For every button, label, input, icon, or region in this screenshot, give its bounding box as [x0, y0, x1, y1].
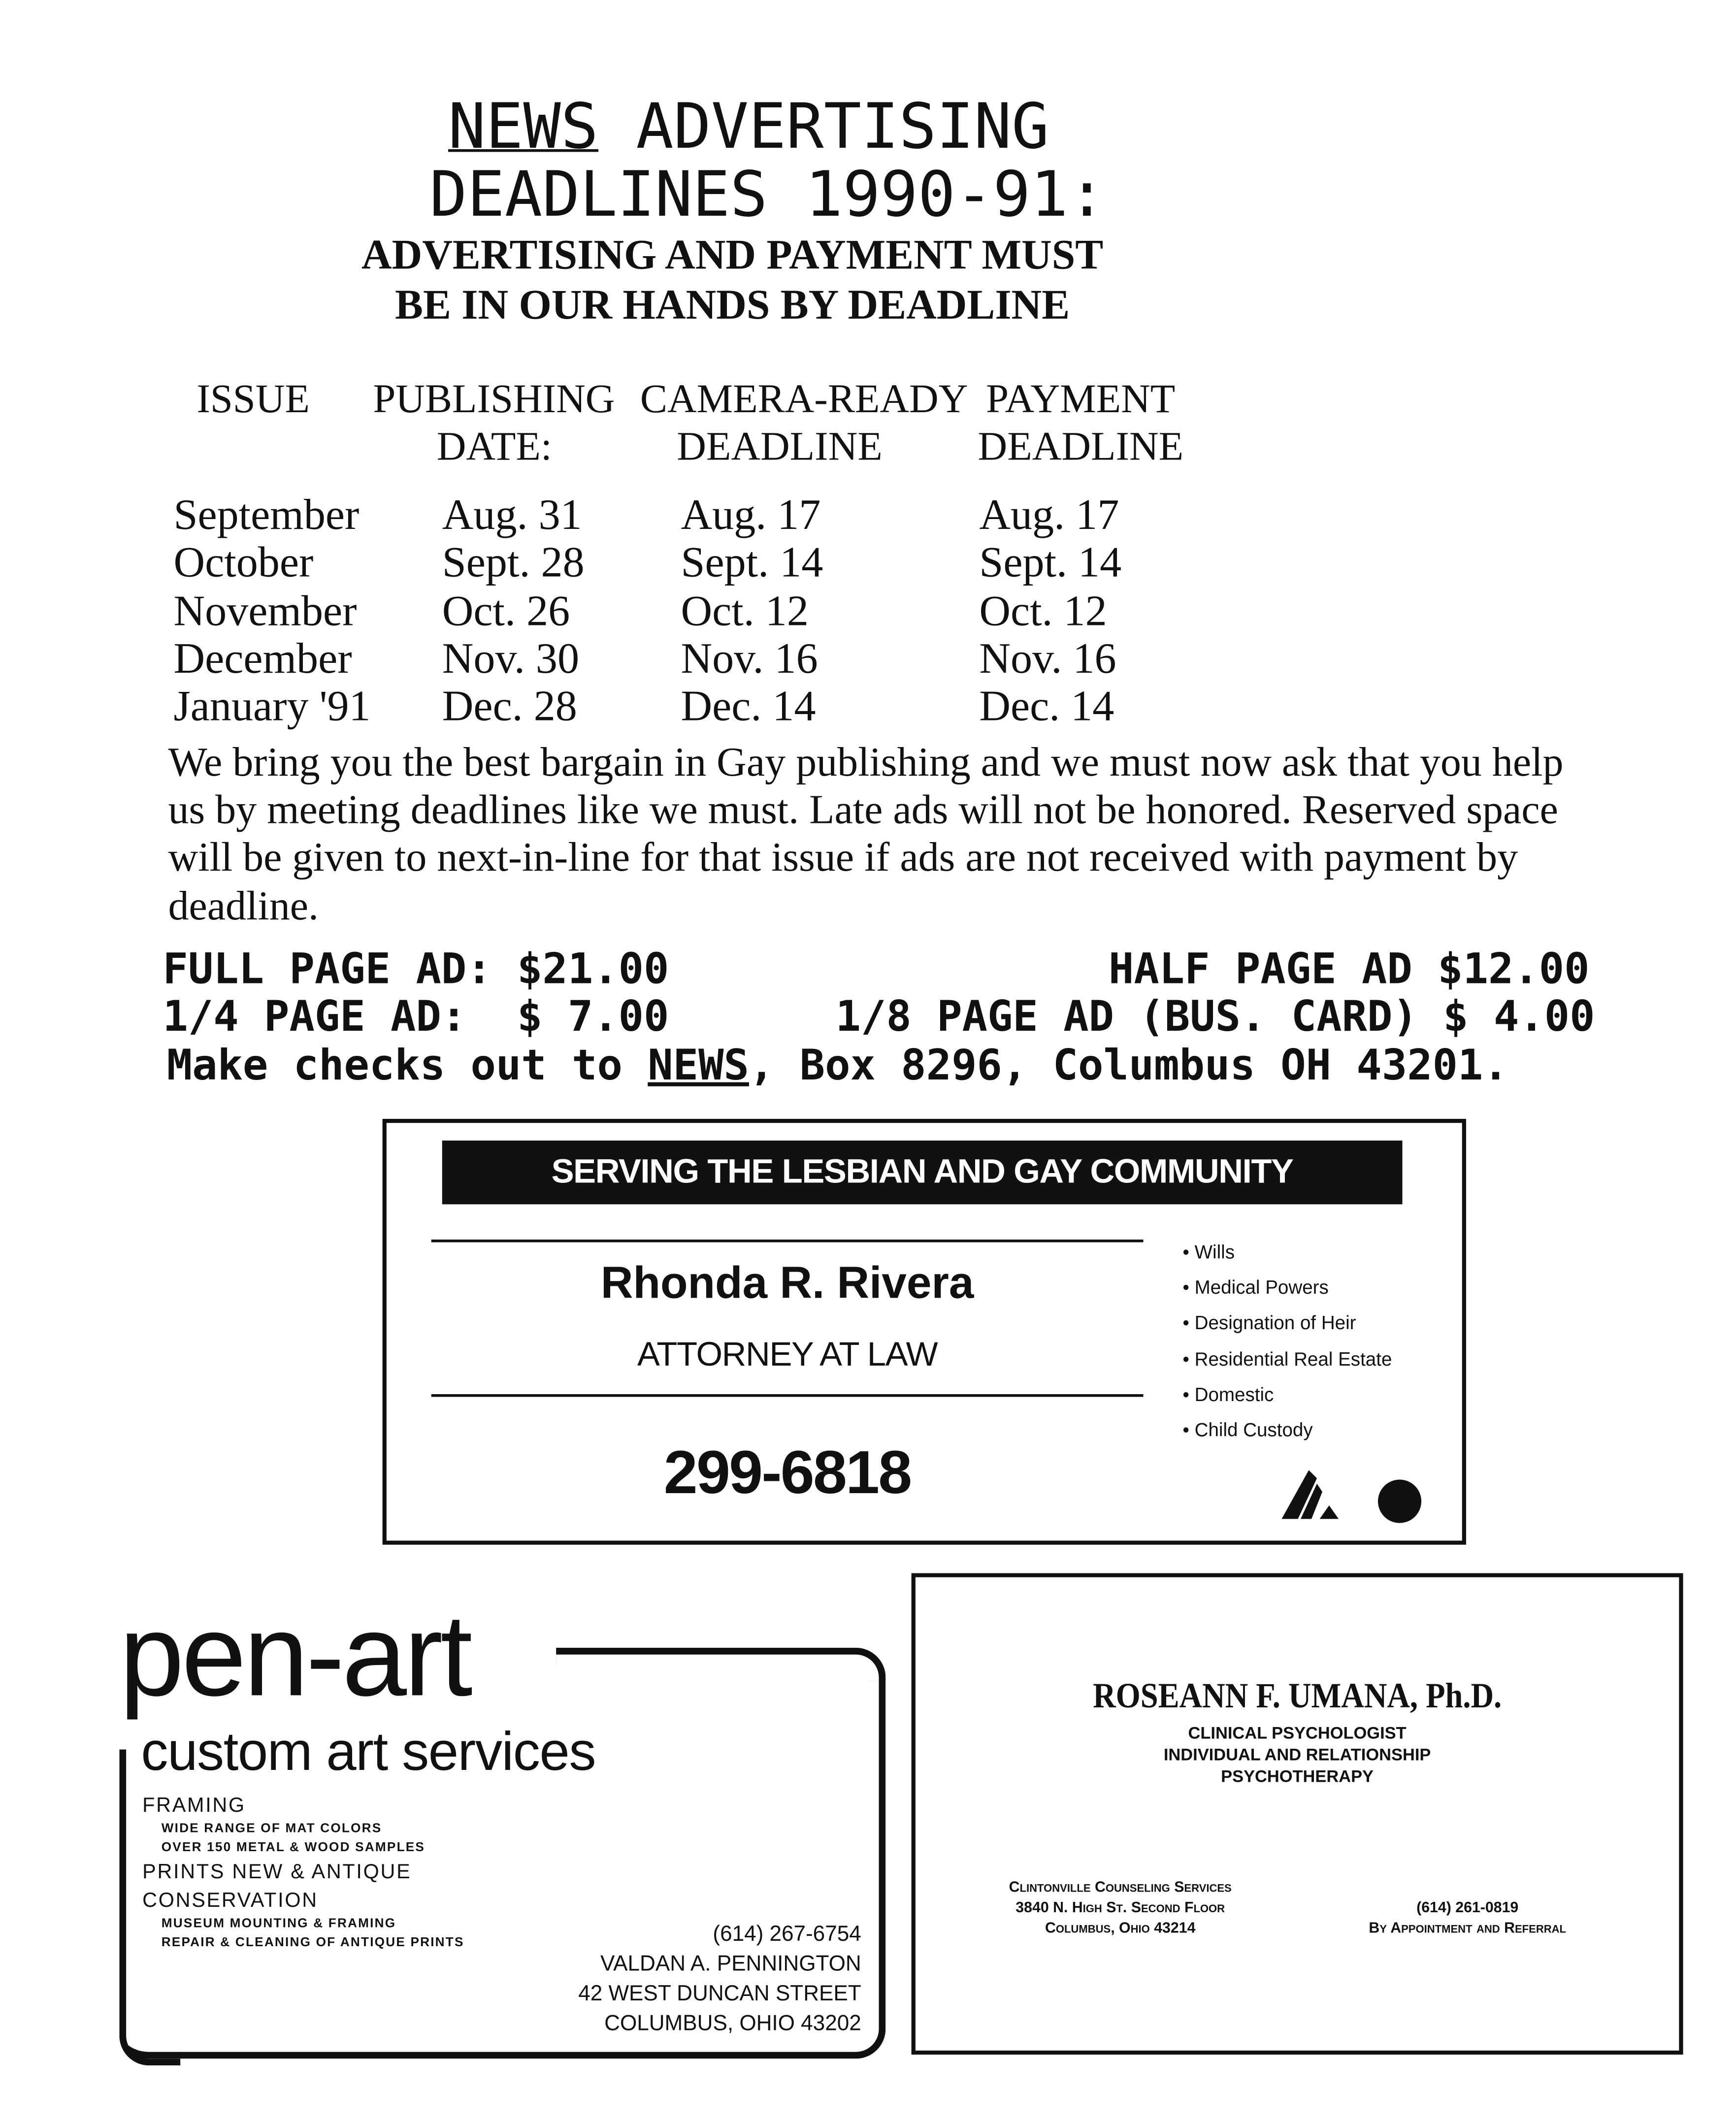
- service-label: Child Custody: [1194, 1418, 1313, 1440]
- psychologist-ad: [912, 1573, 1683, 2055]
- checks-payee: NEWS: [648, 1041, 749, 1091]
- table-cell: Sept. 14: [681, 537, 823, 587]
- col-header-camera-ready: CAMERA-READY: [640, 377, 968, 422]
- psychologist-name: ROSEANN F. UMANA, Ph.D.: [1093, 1676, 1502, 1716]
- service-item: [1182, 1376, 1392, 1412]
- table-cell: Oct. 12: [979, 585, 1107, 634]
- page-title: [3, 90, 1495, 163]
- credential-line-3: PSYCHOTHERAPY: [1221, 1767, 1374, 1786]
- penart-service-item: CONSERVATION: [142, 1889, 318, 1912]
- penart-contact: [578, 1921, 861, 2040]
- table-cell: Sept. 14: [979, 537, 1122, 587]
- title-line-2: DEADLINES 1990-91:: [429, 157, 1106, 231]
- attorney-services-list: [1182, 1234, 1392, 1447]
- penart-services-list: [142, 1792, 464, 1953]
- bullet-icon: •: [1182, 1383, 1195, 1405]
- table-cell: Nov. 16: [681, 633, 818, 682]
- penart-frame-top: [556, 1648, 885, 1682]
- service-label: Designation of Heir: [1194, 1312, 1356, 1334]
- col-header-issue: ISSUE: [197, 377, 310, 422]
- penart-city: COLUMBUS, OHIO 43202: [604, 2012, 861, 2036]
- table-cell: Dec. 14: [979, 681, 1114, 730]
- penart-street: 42 WEST DUNCAN STREET: [578, 1983, 861, 2006]
- col-header-publishing: PUBLISHING: [373, 377, 615, 422]
- service-item: [1182, 1270, 1392, 1305]
- col-header-payment-deadline: DEADLINE: [978, 424, 1184, 469]
- table-cell: Dec. 14: [681, 681, 816, 730]
- service-item: [1182, 1234, 1392, 1270]
- service-item: [1182, 1412, 1392, 1447]
- service-item: [1182, 1341, 1392, 1376]
- practice-contact: [1311, 1898, 1623, 1939]
- service-label: Wills: [1194, 1241, 1235, 1263]
- table-cell: Nov. 30: [442, 633, 580, 682]
- divider-bottom: [431, 1394, 1144, 1397]
- subtitle-line-2: BE IN OUR HANDS BY DEADLINE: [395, 281, 1070, 328]
- deadline-notice: We bring you the best bargain in Gay publishing and we must now ask that you help us by meeting deadlines like we must. Late ads will not be honored. Reserved space will be given to next-in-line for that issue if ads are not received with payment by deadline.: [168, 739, 1564, 929]
- penart-service-item: OVER 150 METAL & WOOD SAMPLES: [161, 1840, 426, 1856]
- bullet-icon: •: [1182, 1312, 1195, 1334]
- penart-phone: (614) 267-6754: [713, 1923, 861, 1946]
- law-logo-icon: [1279, 1465, 1347, 1522]
- service-label: Medical Powers: [1194, 1276, 1329, 1299]
- attorney-title: ATTORNEY AT LAW: [637, 1336, 938, 1374]
- col-header-payment: PAYMENT: [986, 377, 1176, 422]
- penart-logo: pen-art: [119, 1591, 470, 1721]
- divider-top: [431, 1240, 1144, 1242]
- service-label: Residential Real Estate: [1194, 1347, 1392, 1370]
- table-cell: Aug. 31: [442, 490, 582, 539]
- credential-line-2: INDIVIDUAL AND RELATIONSHIP: [1163, 1745, 1431, 1764]
- service-label: Domestic: [1194, 1383, 1274, 1405]
- price-eighth-page: 1/8 PAGE AD (BUS. CARD) $ 4.00: [835, 992, 1595, 1042]
- service-item: [1182, 1305, 1392, 1340]
- credential-line-1: CLINICAL PSYCHOLOGIST: [1188, 1724, 1407, 1743]
- payment-instructions: [167, 1042, 1508, 1090]
- table-cell: Oct. 12: [681, 585, 809, 634]
- penart-service-item: REPAIR & CLEANING OF ANTIQUE PRINTS: [161, 1935, 464, 1951]
- bullet-icon: •: [1182, 1347, 1195, 1370]
- practice-phone: (614) 261-0819: [1416, 1900, 1519, 1917]
- table-cell: Sept. 28: [442, 537, 585, 587]
- table-cell: December: [173, 633, 352, 682]
- circle-logo-icon: [1378, 1480, 1421, 1523]
- table-cell: Dec. 28: [442, 681, 577, 730]
- penart-tagline: custom art services: [141, 1722, 596, 1782]
- table-cell: Aug. 17: [681, 490, 821, 539]
- table-cell: January '91: [173, 681, 371, 730]
- penart-service-item: PRINTS NEW & ANTIQUE: [142, 1861, 412, 1884]
- table-cell: September: [173, 490, 360, 539]
- table-cell: Nov. 16: [979, 633, 1116, 682]
- title-news: NEWS: [448, 89, 599, 163]
- subtitle-line-1: ADVERTISING AND PAYMENT MUST: [361, 230, 1104, 278]
- checks-address: , Box 8296, Columbus OH 43201.: [749, 1041, 1508, 1091]
- bullet-icon: •: [1182, 1276, 1195, 1299]
- bullet-icon: •: [1182, 1418, 1195, 1440]
- table-cell: October: [173, 537, 314, 587]
- table-cell: November: [173, 585, 357, 634]
- col-header-deadline: DEADLINE: [677, 424, 883, 469]
- penart-service-item: FRAMING: [142, 1794, 246, 1818]
- penart-owner: VALDAN A. PENNINGTON: [600, 1953, 861, 1976]
- penart-service-item: MUSEUM MOUNTING & FRAMING: [161, 1916, 396, 1931]
- price-half-page: HALF PAGE AD $12.00: [1109, 945, 1590, 994]
- title-advertising: ADVERTISING: [636, 89, 1049, 163]
- psychologist-credentials: [916, 1722, 1679, 1787]
- penart-service-item: WIDE RANGE OF MAT COLORS: [161, 1821, 382, 1836]
- attorney-ad: [383, 1119, 1466, 1545]
- col-header-date: DATE:: [436, 424, 552, 469]
- bullet-icon: •: [1182, 1241, 1195, 1263]
- practice-street: 3840 N. High St. Second Floor: [1015, 1900, 1225, 1917]
- table-cell: Aug. 17: [979, 490, 1119, 539]
- price-full-page: FULL PAGE AD: $21.00: [163, 945, 669, 994]
- checks-prefix: Make checks out to: [166, 1041, 648, 1091]
- practice-address: [943, 1878, 1298, 1939]
- attorney-name: Rhonda R. Rivera: [600, 1257, 974, 1307]
- attorney-phone: 299-6818: [663, 1437, 911, 1507]
- attorney-banner: SERVING THE LESBIAN AND GAY COMMUNITY: [442, 1141, 1403, 1204]
- price-quarter-page: 1/4 PAGE AD: $ 7.00: [163, 992, 669, 1042]
- practice-note: By Appointment and Referral: [1369, 1920, 1567, 1937]
- practice-city: Columbus, Ohio 43214: [1045, 1920, 1196, 1937]
- practice-name: Clintonville Counseling Services: [1009, 1879, 1232, 1896]
- table-cell: Oct. 26: [442, 585, 570, 634]
